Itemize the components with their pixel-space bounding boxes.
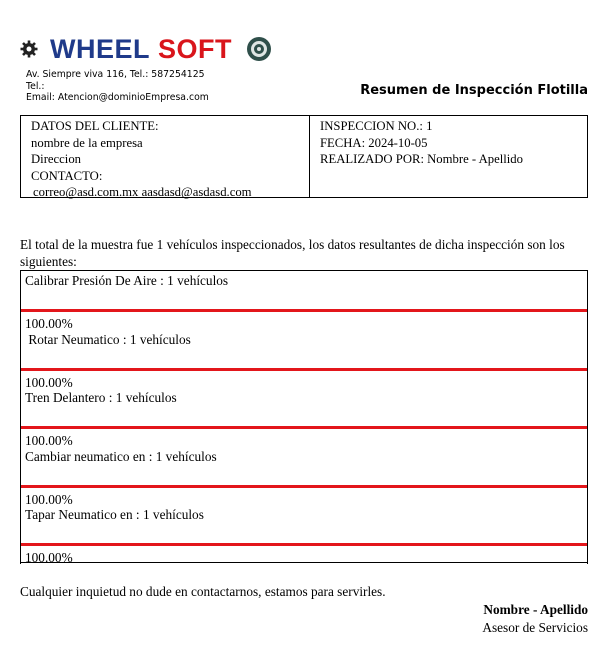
inspection-date: FECHA: 2024-10-05 — [320, 135, 428, 150]
item-progress-bar — [21, 368, 587, 371]
inspection-number: INSPECCION NO.: 1 — [320, 119, 433, 133]
client-company: nombre de la empresa — [31, 135, 143, 150]
company-address: Av. Siempre viva 116, Tel.: 587254125 — [26, 69, 205, 80]
item-percent: 100.00% — [25, 316, 73, 331]
client-contact-label: CONTACTO: — [31, 168, 103, 183]
item-percent: 100.00% — [25, 491, 73, 507]
item-label: Tapar Neumatico en : 1 vehículos — [25, 507, 204, 523]
signature-name: Nombre - Apellido — [483, 602, 588, 617]
item-progress-bar — [21, 543, 587, 546]
signature-role: Asesor de Servicios — [482, 620, 588, 635]
gear-icon — [20, 40, 38, 58]
list-bottom-border — [20, 562, 588, 563]
company-logo — [20, 32, 272, 66]
item-percent: 100.00% — [25, 374, 73, 390]
item-progress-bar — [21, 309, 587, 312]
list-item — [21, 330, 587, 389]
item-label: Cambiar neumatico en : 1 vehículos — [25, 448, 217, 464]
list-item — [21, 388, 587, 447]
item-percent: 100.00% — [25, 550, 73, 566]
item-percent: 100.00% — [25, 433, 73, 449]
list-item — [21, 271, 587, 330]
logo-word-wheel: WHEEL — [50, 33, 150, 64]
intro-paragraph: El total de la muestra fue 1 vehículos inspeccionados, los datos resultantes de dicha inspección son los siguientes: — [20, 237, 565, 269]
inspection-done-by: REALIZADO POR: Nombre - Apellido — [320, 152, 523, 166]
item-label: Calibrar Presión De Aire : 1 vehículos — [25, 273, 229, 288]
company-contact-info — [26, 69, 209, 104]
item-label: Rotar Neumatico : 1 vehículos — [25, 331, 191, 347]
list-item — [21, 447, 587, 506]
client-emails: correo@asd.com.mx aasdasd@asdasd.com — [33, 185, 252, 199]
client-heading: DATOS DEL CLIENTE: — [31, 119, 159, 133]
client-address: Direccion — [31, 152, 82, 166]
item-label: Tren Delantero : 1 vehículos — [25, 390, 177, 406]
inspection-results-list — [20, 270, 588, 564]
company-tel: Tel.: — [26, 80, 45, 92]
report-title: Resumen de Inspección Flotilla — [360, 83, 588, 98]
item-progress-bar — [21, 426, 587, 429]
inspection-data-section — [310, 116, 587, 197]
logo-text — [50, 33, 232, 64]
logo-word-soft: SOFT — [158, 33, 232, 64]
client-data-section — [21, 116, 310, 197]
client-info-box — [20, 115, 588, 198]
wheel-icon — [246, 36, 272, 62]
item-progress-bar — [21, 485, 587, 488]
closing-message: Cualquier inquietud no dude en contactarnos, estamos para servirles. — [20, 584, 386, 599]
list-item — [21, 505, 587, 564]
company-email: Email: Atencion@dominioEmpresa.com — [26, 92, 209, 103]
